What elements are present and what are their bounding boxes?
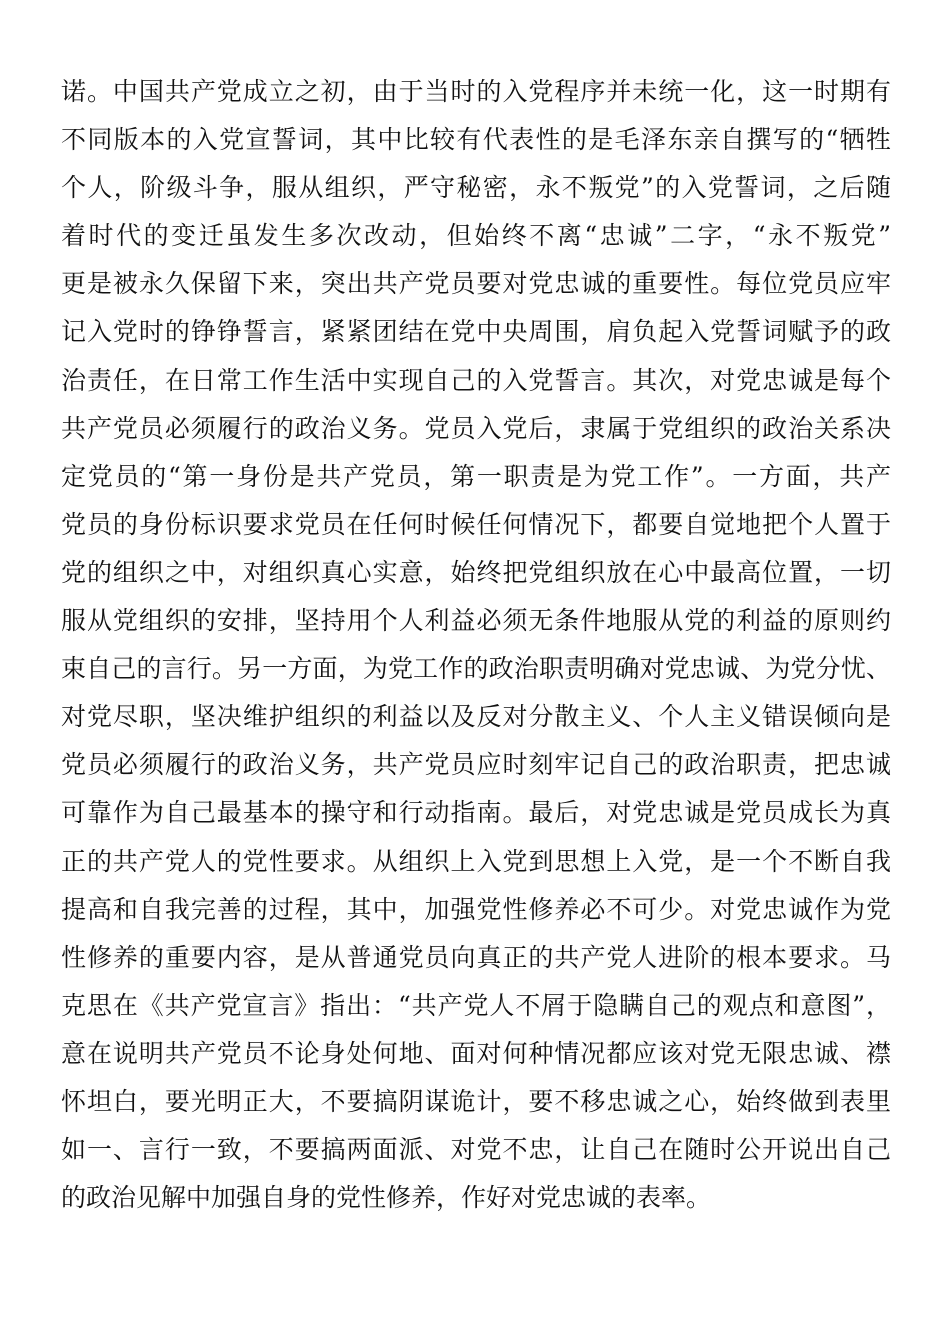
text-line: 党员的身份标识要求党员在任何时候任何情况下，都要自觉地把个人置于 bbox=[61, 509, 891, 539]
text-line: 提高和自我完善的过程，其中，加强党性修养必不可少。对党忠诚作为党 bbox=[61, 894, 891, 924]
text-line: 定党员的“第一身份是共产党员，第一职责是为党工作”。一方面，共产 bbox=[61, 461, 891, 491]
text-line: 如一、言行一致，不要搞两面派、对党不忠，让自己在随时公开说出自己 bbox=[61, 1135, 891, 1165]
text-line: 意在说明共产党员不论身处何地、面对何种情况都应该对党无限忠诚、襟 bbox=[61, 1038, 891, 1068]
text-line: 对党尽职，坚决维护组织的利益以及反对分散主义、个人主义错误倾向是 bbox=[61, 702, 891, 732]
text-line: 克思在《共产党宣言》指出：“共产党人不屑于隐瞒自己的观点和意图”， bbox=[61, 990, 891, 1020]
text-line: 更是被永久保留下来，突出共产党员要对党忠诚的重要性。每位党员应牢 bbox=[61, 269, 891, 299]
text-line: 治责任，在日常工作生活中实现自己的入党誓言。其次，对党忠诚是每个 bbox=[61, 365, 891, 395]
text-line: 正的共产党人的党性要求。从组织上入党到思想上入党，是一个不断自我 bbox=[61, 846, 891, 876]
text-line: 党的组织之中，对组织真心实意，始终把党组织放在心中最高位置，一切 bbox=[61, 557, 891, 587]
text-line: 不同版本的入党宣誓词，其中比较有代表性的是毛泽东亲自撰写的“牺牲 bbox=[61, 125, 891, 155]
text-line: 着时代的变迁虽发生多次改动，但始终不离“忠诚”二字，“永不叛党” bbox=[61, 221, 891, 251]
text-line: 可靠作为自己最基本的操守和行动指南。最后，对党忠诚是党员成长为真 bbox=[61, 798, 891, 828]
body-paragraph bbox=[61, 68, 891, 1222]
text-line: 性修养的重要内容，是从普通党员向真正的共产党人进阶的根本要求。马 bbox=[61, 942, 891, 972]
text-line: 党员必须履行的政治义务，共产党员应时刻牢记自己的政治职责，把忠诚 bbox=[61, 750, 891, 780]
text-line: 束自己的言行。另一方面，为党工作的政治职责明确对党忠诚、为党分忧、 bbox=[61, 654, 891, 684]
text-line: 诺。中国共产党成立之初，由于当时的入党程序并未统一化，这一时期有 bbox=[61, 77, 891, 106]
text-line: 共产党员必须履行的政治义务。党员入党后，隶属于党组织的政治关系决 bbox=[61, 413, 891, 443]
text-line: 怀坦白，要光明正大，不要搞阴谋诡计，要不移忠诚之心，始终做到表里 bbox=[61, 1086, 891, 1116]
text-line: 服从党组织的安排，坚持用个人利益必须无条件地服从党的利益的原则约 bbox=[61, 606, 891, 636]
text-line: 记入党时的铮铮誓言，紧紧团结在党中央周围，肩负起入党誓词赋予的政 bbox=[61, 317, 891, 347]
text-line: 个人，阶级斗争，服从组织，严守秘密，永不叛党”的入党誓词，之后随 bbox=[61, 173, 891, 203]
text-line: 的政治见解中加强自身的党性修养，作好对党忠诚的表率。 bbox=[61, 1183, 712, 1213]
